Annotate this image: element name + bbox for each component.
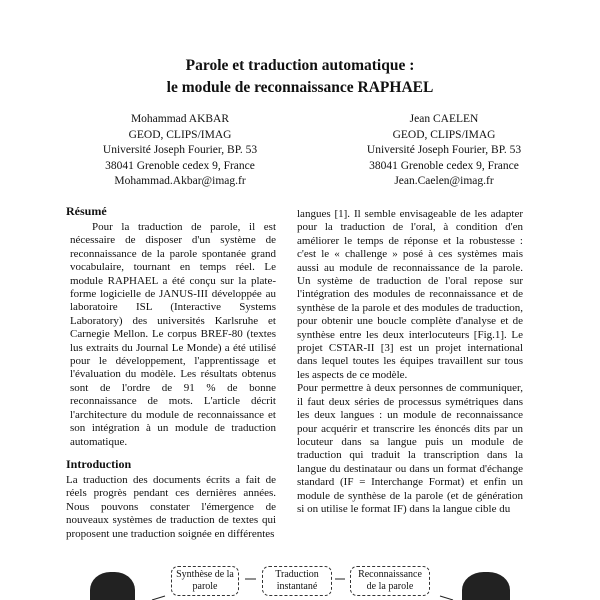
author-email: Jean.Caelen@imag.fr — [394, 175, 494, 187]
author-name: Mohammad AKBAR — [130, 113, 230, 125]
introduction-heading: Introduction — [66, 457, 132, 471]
paper-title-line2: le module de reconnaissance RAPHAEL — [166, 79, 434, 96]
abstract-text: Pour la traduction de parole, il est nécessaire de disposer d'un système de reconnaissance de la parole spontanée grand vocabulaire, tournant en temps réel. Le module RAPHAEL a été conçu sur la plate-forme logicielle de JANUS-III développée au laboratoire ISL (Interactive Systems Laboratory) des universités Karlsruhe et Carnegie Mellon. Le corpus BREF-80 (textes lus extraits du Journal Le Monde) a été utilisé pour le développement, l'apprentissage et l'évaluation du modèle. Les résultats obtenus sont de l'ordre de 91 % de bonne reconnaissance de mots. L'article décrit l'architecture du module de reconnaissance et son intégration à un module de traduction automatique. — [70, 221, 276, 448]
author-2 — [334, 112, 554, 190]
box-speech-synthesis: Synthèse de la parole — [171, 566, 239, 596]
author-address: Université Joseph Fourier, BP. 53 — [102, 144, 258, 156]
author-1 — [70, 112, 290, 190]
box-speech-recognition: Reconnaissance de la parole — [350, 566, 430, 596]
author-lab: GEOD, CLIPS/IMAG — [392, 128, 496, 141]
right-paragraph-1: langues [1]. Il semble envisageable de les adapter pour la traduction de l'oral, à condition d'en améliorer le temps de réponse et la robustesse : c'est le « challenge » posé à ces systèmes mais aussi au module de reconnaissance de la parole. Un système de traduction de l'oral repose sur l'intégration des modules de reconnaissance et de synthèse de la parole et des modules de traduction, pour obtenir une boucle complète d'analyse et de synthèse entre les deux interlocuteurs [Fig.1]. Le projet CSTAR-II [3] est un projet international dans lequel toutes les équipes travaillent sur tous les aspects de ce modèle. — [297, 208, 523, 381]
author-address: Université Joseph Fourier, BP. 53 — [366, 144, 522, 156]
person-right-image — [462, 572, 510, 600]
right-paragraph-2: Pour permettre à deux personnes de communiquer, il faut deux séries de processus symétriques dans les deux langues : un module de reconnaissance pour acquérir et transcrire les énoncés dits par un locuteur dans sa langue puis un module de traduction qui traduit la transcription dans la langue du destinataur ou dans un format d'échange standard (IF = Interchange Format) et enfin un module de synthèse de la parole (et de génération si on utilise le format IF) dans la langue cible du — [297, 382, 523, 515]
introduction-text: La traduction des documents écrits a fait de réels progrès pendant ces dernières années. Nous pouvons constater l'émergence de nouveaux systèmes de traduction de textes qui proposent une traduction soignée en différentes — [66, 474, 276, 540]
box-instant-translation: Traduction instantané — [262, 566, 332, 596]
author-lab: GEOD, CLIPS/IMAG — [128, 128, 232, 141]
author-email: Mohammad.Akbar@imag.fr — [114, 175, 246, 187]
author-city: 38041 Grenoble cedex 9, France — [105, 159, 255, 172]
author-city: 38041 Grenoble cedex 9, France — [369, 159, 519, 172]
paper-title-line1: Parole et traduction automatique : — [185, 57, 415, 74]
abstract-heading: Résumé — [66, 204, 107, 218]
person-left-image — [90, 572, 135, 600]
author-name: Jean CAELEN — [409, 113, 479, 125]
right-column — [297, 208, 523, 516]
